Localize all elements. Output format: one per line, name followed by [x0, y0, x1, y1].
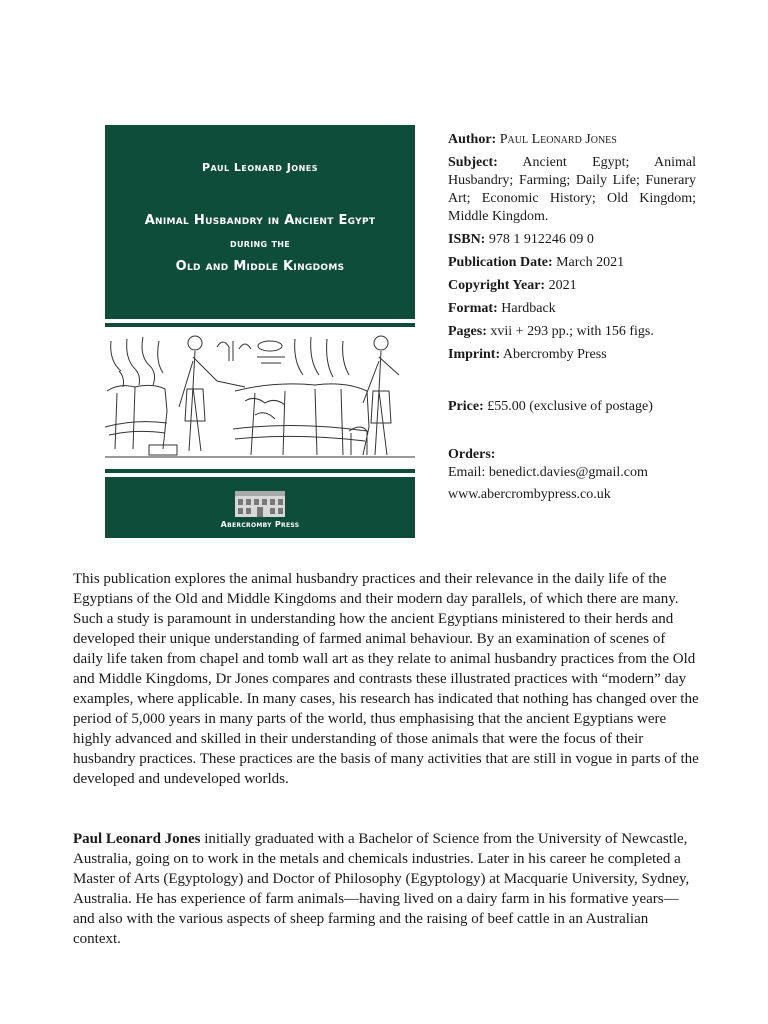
- cover-stripe-bottom: [105, 469, 415, 473]
- detail-value: £55.00 (exclusive of postage): [487, 399, 653, 414]
- detail-label: Publication Date:: [448, 255, 553, 270]
- detail-label: Imprint:: [448, 347, 501, 362]
- detail-imprint: [448, 346, 696, 364]
- detail-subject: [448, 154, 696, 226]
- cover-title-panel: [105, 125, 415, 319]
- cover-title-line2: during the: [230, 237, 290, 250]
- bio-text: initially graduated with a Bachelor of Science from the University of Newcastle, Australia, going on to work in the metals and chemicals industries. Later in his career he completed a Master of Arts (Egyptology) and Doctor of Philosophy (Egyptology) at Macquarie University, Sydney, Australia. He has experience of farm animals—having lived on a dairy farm in his formative years—and also with the various aspects of sheep farming and the raising of beef cattle in an Australian context.: [73, 831, 690, 947]
- cover-publisher-panel: [105, 477, 415, 538]
- detail-copyright-year: [448, 277, 696, 295]
- detail-value: Ancient Egypt; Animal Husbandry; Farming; Daily Life; Funerary Art; Economic History; Old Kingdom; Middle Kingdom.: [448, 155, 696, 224]
- detail-value: March 2021: [556, 255, 625, 270]
- detail-pages: [448, 323, 696, 341]
- detail-publication-date: [448, 254, 696, 272]
- detail-value: Paul Leonard Jones: [499, 132, 617, 147]
- detail-label: Author:: [448, 132, 497, 147]
- cover-title-line3: Old and Middle Kingdoms: [175, 259, 345, 274]
- detail-label: Copyright Year:: [448, 278, 546, 293]
- author-bio-paragraph: [73, 829, 699, 949]
- detail-value: Abercromby Press: [502, 347, 607, 362]
- detail-format: [448, 300, 696, 318]
- description-paragraph: This publication explores the animal husbandry practices and their relevance in the daily life of the Egyptians of the Old and Middle Kingdoms and their modern day parallels, of which there are many. Such a study is paramount in understanding how the ancient Egyptians ministered to their herds and developed their unique understanding of farmed animal behaviour. By an examination of scenes of daily life taken from chapel and tomb wall art as they relate to animal husbandry practices from the Old and Middle Kingdoms, Dr Jones compares and contrasts these illustrated practices with “modern” day examples, where applicable. In many cases, his research has indicated that nothing has changed over the period of 5,000 years in many parts of the world, thus emphasising that the ancient Egyptians were highly advanced and skilled in their understanding of those animals that were the focus of their husbandry practices. These practices are the basis of many activities that are still in vogue in parts of the developed and undeveloped worlds.: [73, 571, 699, 787]
- cover-author: Paul Leonard Jones: [201, 161, 319, 174]
- book-cover: [105, 125, 415, 538]
- bio-author-name: Paul Leonard Jones: [73, 831, 201, 847]
- cover-relief-illustration: [105, 331, 415, 465]
- detail-label: Subject:: [448, 155, 498, 170]
- detail-label: Format:: [448, 301, 498, 316]
- detail-value: Hardback: [501, 301, 556, 316]
- detail-author: [448, 131, 696, 149]
- detail-label: Orders:: [448, 447, 496, 462]
- building-icon: [235, 491, 285, 517]
- cover-publisher: Abercromby Press: [220, 520, 300, 529]
- detail-label: ISBN:: [448, 232, 486, 247]
- detail-label: Pages:: [448, 324, 487, 339]
- cover-stripe-top: [105, 323, 415, 327]
- detail-value: 2021: [548, 278, 577, 293]
- detail-isbn: [448, 231, 696, 249]
- cover-title-line1: Animal Husbandry in Ancient Egypt: [144, 213, 376, 228]
- detail-value: 978 1 912246 09 0: [488, 232, 594, 247]
- orders-email[interactable]: Email: benedict.davies@gmail.com: [448, 465, 648, 480]
- orders-website-link[interactable]: www.abercrombypress.co.uk: [448, 487, 611, 502]
- detail-value: xvii + 293 pp.; with 156 figs.: [490, 324, 654, 339]
- detail-label: Price:: [448, 399, 484, 414]
- detail-orders: [448, 446, 696, 464]
- cover-title: [105, 211, 415, 277]
- detail-price: [448, 398, 696, 416]
- book-details: [448, 131, 696, 509]
